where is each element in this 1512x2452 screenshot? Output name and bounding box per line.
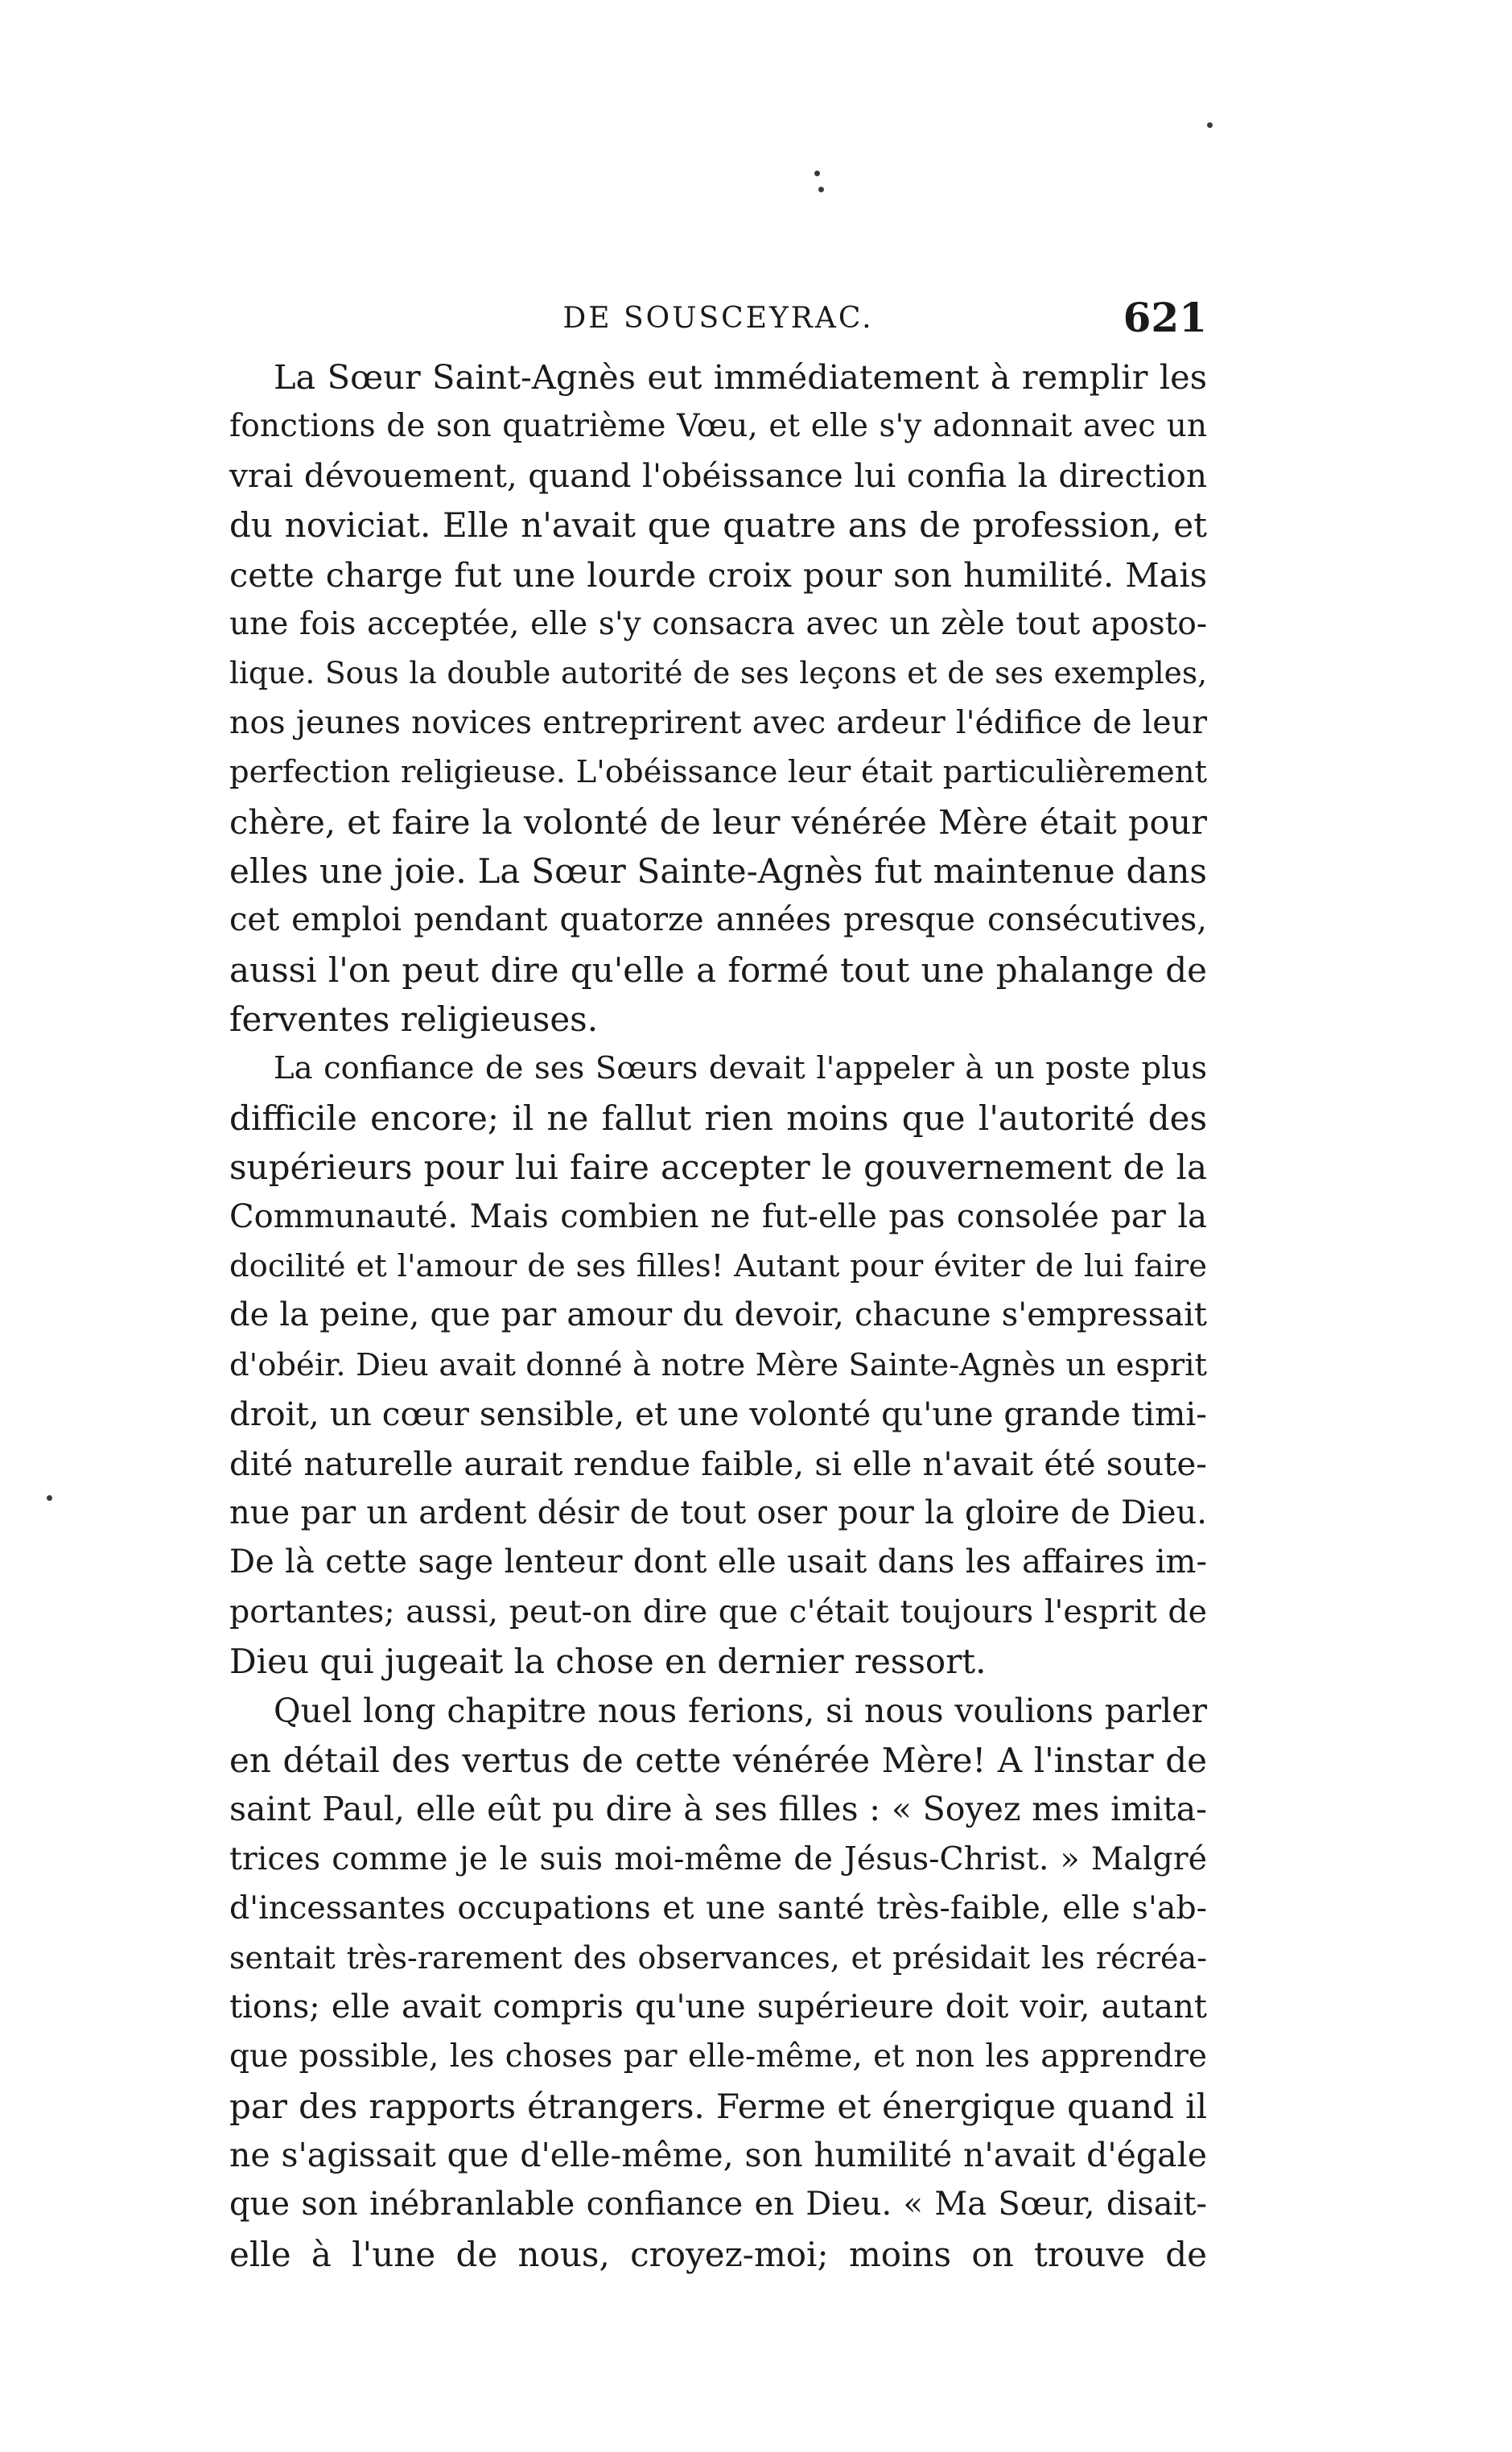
- text-line: Communauté. Mais combien ne fut-elle pas consolée par la: [229, 1197, 1207, 1235]
- paper-speck: [47, 1495, 52, 1501]
- text-line: ferventes religieuses.: [229, 999, 599, 1040]
- text-line: chère, et faire la volonté de leur vénérée Mère était pour: [229, 802, 1207, 842]
- paper-speck: [814, 171, 820, 176]
- text-line: supérieurs pour lui faire accepter le gouvernement de la: [229, 1148, 1207, 1188]
- text-line: en détail des vertus de cette vénérée Mère! A l'instar de: [229, 1740, 1207, 1780]
- text-line: par des rapports étrangers. Ferme et énergique quand il: [229, 2086, 1207, 2126]
- text-line: sentait très-rarement des observances, et présidait les récréa-: [229, 1939, 1207, 1976]
- body-text: [229, 352, 1207, 2279]
- text-line: elle à l'une de nous, croyez-moi; moins on trouve de: [229, 2234, 1207, 2274]
- text-line: nos jeunes novices entreprirent avec ardeur l'édifice de leur: [229, 703, 1207, 741]
- text-line: nue par un ardent désir de tout oser pour la gloire de Dieu.: [229, 1494, 1207, 1531]
- text-line: elles une joie. La Sœur Sainte-Agnès fut maintenue dans: [229, 851, 1207, 891]
- text-line: que possible, les choses par elle-même, et non les apprendre: [229, 2038, 1207, 2075]
- paper-speck: [1207, 122, 1213, 128]
- text-line: La Sœur Saint-Agnès eut immédiatement à remplir les: [274, 357, 1207, 397]
- text-line: lique. Sous la double autorité de ses leçons et de ses exemples,: [229, 655, 1207, 691]
- text-line: Dieu qui jugeait la chose en dernier ressort.: [229, 1642, 987, 1682]
- text-line: perfection religieuse. L'obéissance leur était particulièrement: [229, 754, 1207, 791]
- text-line: d'obéir. Dieu avait donné à notre Mère Sainte-Agnès un esprit: [229, 1346, 1207, 1383]
- running-head: [229, 294, 1207, 350]
- text-line: De là cette sage lenteur dont elle usait dans les affaires im-: [229, 1543, 1207, 1581]
- text-line: trices comme je le suis moi-même de Jésus-Christ. » Malgré: [229, 1840, 1207, 1877]
- text-line: Quel long chapitre nous ferions, si nous voulions parler: [274, 1691, 1207, 1730]
- text-line: d'incessantes occupations et une santé très-faible, elle s'ab-: [229, 1889, 1207, 1927]
- text-line: dité naturelle aurait rendue faible, si elle n'avait été soute-: [229, 1444, 1207, 1483]
- text-line: que son inébranlable confiance en Dieu. « Ma Sœur, disait-: [229, 2186, 1207, 2223]
- text-line: cet emploi pendant quatorze années presque consécutives,: [229, 901, 1207, 939]
- text-line: docilité et l'amour de ses filles! Autant pour éviter de lui faire: [229, 1248, 1207, 1285]
- text-line: difficile encore; il ne fallut rien moins que l'autorité des: [229, 1098, 1207, 1138]
- text-line: droit, un cœur sensible, et une volonté qu'une grande timi-: [229, 1395, 1207, 1434]
- text-line: du noviciat. Elle n'avait que quatre ans de profession, et: [229, 505, 1207, 546]
- text-line: de la peine, que par amour du devoir, chacune s'empressait: [229, 1296, 1207, 1334]
- text-line: portantes; aussi, peut-on dire que c'était toujours l'esprit de: [229, 1593, 1207, 1630]
- text-line: La confiance de ses Sœurs devait l'appeler à un poste plus: [274, 1050, 1207, 1087]
- text-line: cette charge fut une lourde croix pour son humilité. Mais: [229, 554, 1207, 595]
- text-line: une fois acceptée, elle s'y consacra avec un zèle tout aposto-: [229, 605, 1207, 642]
- text-line: fonctions de son quatrième Vœu, et elle s'y adonnait avec un: [229, 408, 1207, 445]
- page-number: 621: [1123, 294, 1207, 341]
- text-line: vrai dévouement, quand l'obéissance lui confia la direction: [229, 455, 1207, 495]
- text-line: saint Paul, elle eût pu dire à ses filles : « Soyez mes imita-: [229, 1790, 1207, 1829]
- running-title: DE SOUSCEYRAC.: [562, 302, 874, 335]
- text-line: tions; elle avait compris qu'une supérieure doit voir, autant: [229, 1988, 1207, 2025]
- text-line: aussi l'on peut dire qu'elle a formé tout une phalange de: [229, 950, 1207, 990]
- paper-speck: [818, 187, 824, 192]
- text-line: ne s'agissait que d'elle-même, son humilité n'avait d'égale: [229, 2136, 1207, 2175]
